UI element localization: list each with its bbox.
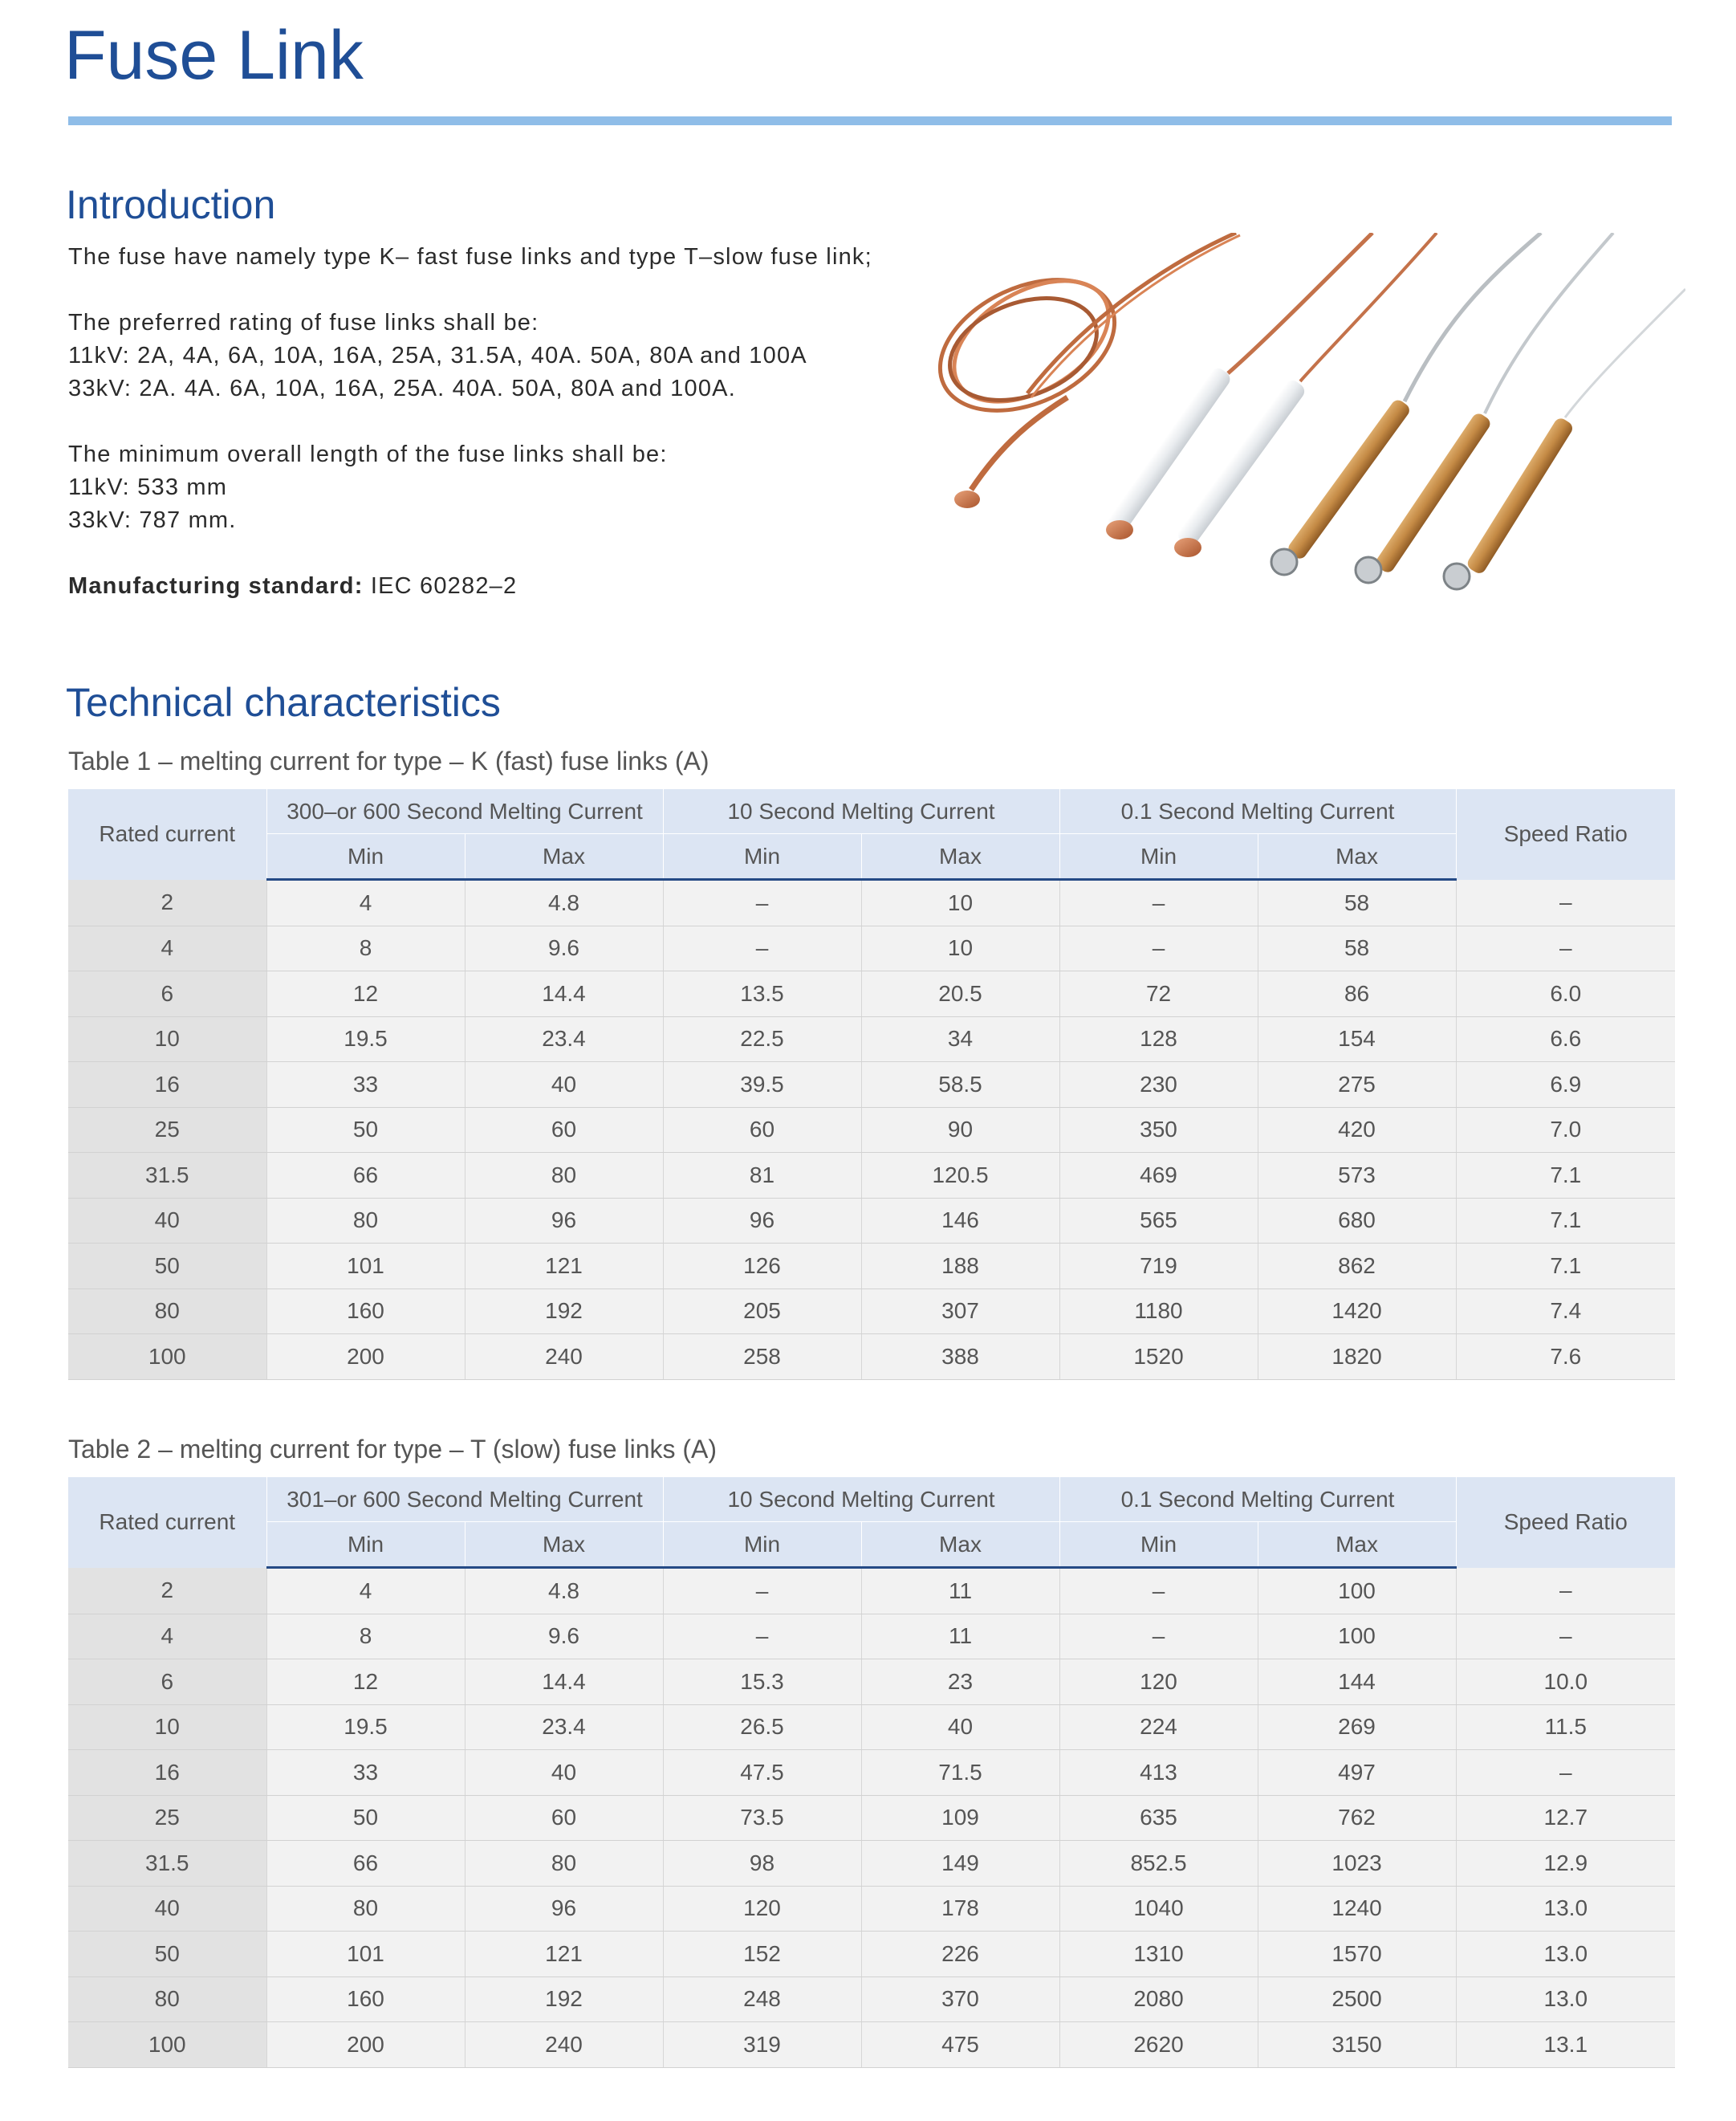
header-group-10s: 10 Second Melting Current [663,789,1059,834]
table-row [68,1795,1675,1841]
table-cell: – [1059,926,1258,971]
copper-coil [923,233,1240,490]
header-min: Min [266,1522,465,1568]
table-cell: 10 [861,926,1059,971]
table-cell: 101 [266,1932,465,1977]
header-max: Max [465,834,663,880]
table-cell: – [1456,1750,1675,1796]
table-cell: 12.9 [1456,1841,1675,1887]
table-cell: 7.0 [1456,1107,1675,1153]
table-cell: 240 [465,2022,663,2068]
table-cell: 1820 [1258,1334,1456,1380]
table-cell: 80 [465,1841,663,1887]
header-group-long: 301–or 600 Second Melting Current [266,1477,663,1522]
table-cell: 80 [266,1886,465,1932]
table-cell: 73.5 [663,1795,861,1841]
table-cell: 2620 [1059,2022,1258,2068]
table-cell: 224 [1059,1704,1258,1750]
table-cell: 13.1 [1456,2022,1675,2068]
table-cell: 4 [266,880,465,926]
table-cell: 1180 [1059,1288,1258,1334]
table-cell: 160 [266,1976,465,2022]
table-cell: 19.5 [266,1016,465,1062]
table2 [68,1477,1675,2068]
table-cell: 4.8 [465,1568,663,1614]
table-cell: 120.5 [861,1153,1059,1199]
rated-current-cell: 16 [68,1750,266,1796]
table-cell: 226 [861,1932,1059,1977]
rated-current-cell: 4 [68,1614,266,1659]
table-cell: 248 [663,1976,861,2022]
table-cell: 192 [465,1976,663,2022]
table-cell: 6.9 [1456,1062,1675,1108]
table-cell: 96 [465,1886,663,1932]
table-row [68,1107,1675,1153]
table-cell: 635 [1059,1795,1258,1841]
table-cell: 50 [266,1107,465,1153]
rated-current-cell: 25 [68,1795,266,1841]
table2-caption: Table 2 – melting current for type – T (slow) fuse links (A) [68,1435,718,1464]
table-cell: 420 [1258,1107,1456,1153]
rated-current-cell: 31.5 [68,1841,266,1887]
table-cell: 13.0 [1456,1886,1675,1932]
table-cell: 80 [465,1153,663,1199]
table-cell: 13.0 [1456,1976,1675,2022]
intro-line: The minimum overall length of the fuse links shall be: [68,442,668,467]
table-cell: 240 [465,1334,663,1380]
table-cell: 58.5 [861,1062,1059,1108]
page-title: Fuse Link [64,17,364,94]
table-cell: – [663,1614,861,1659]
table-cell: 475 [861,2022,1059,2068]
table-cell: 1420 [1258,1288,1456,1334]
table-cell: 100 [1258,1614,1456,1659]
title-divider [68,116,1672,125]
table-cell: 1240 [1258,1886,1456,1932]
table-row [68,1614,1675,1659]
table-row [68,1659,1675,1705]
table-cell: 33 [266,1750,465,1796]
table-cell: 160 [266,1288,465,1334]
table-cell: 862 [1258,1244,1456,1289]
rated-current-cell: 10 [68,1016,266,1062]
rated-current-cell: 31.5 [68,1153,266,1199]
table-cell: 6.0 [1456,971,1675,1017]
table-cell: 8 [266,1614,465,1659]
header-min: Min [663,834,861,880]
table-cell: 11 [861,1568,1059,1614]
table-cell: 126 [663,1244,861,1289]
header-max: Max [861,1522,1059,1568]
table-cell: 388 [861,1334,1059,1380]
header-max: Max [861,834,1059,880]
table-cell: 269 [1258,1704,1456,1750]
table-cell: 1310 [1059,1932,1258,1977]
table-row [68,1334,1675,1380]
table-cell: – [663,1568,861,1614]
table-cell: 13.0 [1456,1932,1675,1977]
header-rated-current: Rated current [68,1477,266,1568]
standard-label: Manufacturing standard: [68,573,364,599]
rated-current-cell: 2 [68,1568,266,1614]
table-row [68,1062,1675,1108]
rated-current-cell: 100 [68,2022,266,2068]
rated-current-cell: 40 [68,1886,266,1932]
table-cell: 275 [1258,1062,1456,1108]
table-cell: 39.5 [663,1062,861,1108]
table-cell: 66 [266,1153,465,1199]
table-cell: 23.4 [465,1704,663,1750]
table-cell: 350 [1059,1107,1258,1153]
table-cell: – [1456,1568,1675,1614]
header-group-0-1s: 0.1 Second Melting Current [1059,1477,1456,1522]
tech-heading: Technical characteristics [66,680,501,725]
header-min: Min [663,1522,861,1568]
table-cell: 58 [1258,926,1456,971]
table-cell: 19.5 [266,1704,465,1750]
header-speed-ratio: Speed Ratio [1456,789,1675,880]
table-row [68,1568,1675,1614]
table-cell: 7.1 [1456,1198,1675,1244]
table-cell: 26.5 [663,1704,861,1750]
table-row [68,1198,1675,1244]
table-cell: – [1059,1614,1258,1659]
intro-line: 11kV: 2A, 4A, 6A, 10A, 16A, 25A, 31.5A, 40A. 50A, 80A and 100A [68,343,807,368]
table-cell: 34 [861,1016,1059,1062]
table-cell: 14.4 [465,1659,663,1705]
table-cell: 497 [1258,1750,1456,1796]
table-cell: 40 [861,1704,1059,1750]
table-cell: – [1059,880,1258,926]
table-cell: 15.3 [663,1659,861,1705]
table-cell: 1520 [1059,1334,1258,1380]
table-cell: 10.0 [1456,1659,1675,1705]
table-cell: 50 [266,1795,465,1841]
table-cell: 11 [861,1614,1059,1659]
table-cell: 178 [861,1886,1059,1932]
table-cell: 71.5 [861,1750,1059,1796]
table1-caption: Table 1 – melting current for type – K (fast) fuse links (A) [68,747,709,776]
table-cell: 413 [1059,1750,1258,1796]
table-cell: 98 [663,1841,861,1887]
rated-current-cell: 6 [68,971,266,1017]
table-cell: 7.1 [1456,1153,1675,1199]
table-cell: 33 [266,1062,465,1108]
table-cell: 90 [861,1107,1059,1153]
table-cell: 40 [465,1750,663,1796]
table-cell: 121 [465,1932,663,1977]
table-cell: 2080 [1059,1976,1258,2022]
table-cell: 100 [1258,1568,1456,1614]
rated-current-cell: 10 [68,1704,266,1750]
table-cell: 469 [1059,1153,1258,1199]
table-cell: 80 [266,1198,465,1244]
table-cell: 319 [663,2022,861,2068]
table-cell: 146 [861,1198,1059,1244]
table-cell: 23 [861,1659,1059,1705]
table-cell: 149 [861,1841,1059,1887]
rated-current-cell: 100 [68,1334,266,1380]
table-row [68,1704,1675,1750]
table-cell: 128 [1059,1016,1258,1062]
header-min: Min [1059,1522,1258,1568]
table-cell: 86 [1258,971,1456,1017]
table-cell: 205 [663,1288,861,1334]
table-cell: 9.6 [465,1614,663,1659]
table-cell: 47.5 [663,1750,861,1796]
table-row [68,1976,1675,2022]
table-row [68,1886,1675,1932]
table-cell: – [1456,1614,1675,1659]
intro-line: 11kV: 533 mm [68,474,228,500]
table-cell: 8 [266,926,465,971]
header-max: Max [1258,834,1456,880]
rated-current-cell: 40 [68,1198,266,1244]
table-cell: 719 [1059,1244,1258,1289]
table-cell: 4.8 [465,880,663,926]
table-cell: 852.5 [1059,1841,1258,1887]
table-cell: 12.7 [1456,1795,1675,1841]
table-cell: 680 [1258,1198,1456,1244]
table-cell: 188 [861,1244,1059,1289]
table-cell: 200 [266,1334,465,1380]
rated-current-cell: 2 [68,880,266,926]
manufacturing-standard [68,570,935,603]
table-row [68,1016,1675,1062]
table-cell: 573 [1258,1153,1456,1199]
table-cell: 23.4 [465,1016,663,1062]
table-row [68,971,1675,1017]
header-group-0-1s: 0.1 Second Melting Current [1059,789,1456,834]
table-cell: 4 [266,1568,465,1614]
fuse-links-photo [923,233,1685,618]
table-cell: 109 [861,1795,1059,1841]
standard-value: IEC 60282–2 [363,573,518,599]
table-cell: 7.1 [1456,1244,1675,1289]
rated-current-cell: 4 [68,926,266,971]
table-cell: 60 [465,1795,663,1841]
table1 [68,789,1675,1380]
table-cell: 121 [465,1244,663,1289]
header-speed-ratio: Speed Ratio [1456,1477,1675,1568]
intro-text [68,241,935,603]
table-cell: – [663,880,861,926]
intro-line: 33kV: 2A. 4A. 6A, 10A, 16A, 25A. 40A. 50A, 80A and 100A. [68,376,736,401]
table-cell: 12 [266,1659,465,1705]
table-cell: 58 [1258,880,1456,926]
table-cell: 101 [266,1244,465,1289]
table-cell: 11.5 [1456,1704,1675,1750]
table-cell: 72 [1059,971,1258,1017]
table-cell: 20.5 [861,971,1059,1017]
table-row [68,1750,1675,1796]
table-cell: 12 [266,971,465,1017]
intro-heading: Introduction [66,182,276,227]
table-row [68,1153,1675,1199]
table-cell: 192 [465,1288,663,1334]
table-cell: – [1456,926,1675,971]
rated-current-cell: 80 [68,1288,266,1334]
header-max: Max [1258,1522,1456,1568]
table-cell: 96 [663,1198,861,1244]
rated-current-cell: 25 [68,1107,266,1153]
table-cell: 1570 [1258,1932,1456,1977]
table-cell: 200 [266,2022,465,2068]
table-row [68,2022,1675,2068]
table-cell: 81 [663,1153,861,1199]
table-cell: – [1456,880,1675,926]
rated-current-cell: 50 [68,1932,266,1977]
table-cell: 6.6 [1456,1016,1675,1062]
table-row [68,1244,1675,1289]
table-cell: – [1059,1568,1258,1614]
table-cell: 2500 [1258,1976,1456,2022]
intro-line: The preferred rating of fuse links shall be: [68,310,539,336]
table-cell: 152 [663,1932,861,1977]
table-row [68,1841,1675,1887]
rated-current-cell: 80 [68,1976,266,2022]
header-group-long: 300–or 600 Second Melting Current [266,789,663,834]
table-cell: 22.5 [663,1016,861,1062]
table-cell: 230 [1059,1062,1258,1108]
table-cell: 120 [1059,1659,1258,1705]
table-cell: 144 [1258,1659,1456,1705]
header-max: Max [465,1522,663,1568]
intro-line: The fuse have namely type K– fast fuse links and type T–slow fuse link; [68,244,872,270]
table-cell: 3150 [1258,2022,1456,2068]
table-cell: 7.4 [1456,1288,1675,1334]
table-cell: 14.4 [465,971,663,1017]
table-cell: 60 [465,1107,663,1153]
header-min: Min [266,834,465,880]
table-cell: 307 [861,1288,1059,1334]
header-min: Min [1059,834,1258,880]
table-cell: 1023 [1258,1841,1456,1887]
table-cell: 258 [663,1334,861,1380]
table-cell: 154 [1258,1016,1456,1062]
table-cell: 9.6 [465,926,663,971]
header-rated-current: Rated current [68,789,266,880]
table-cell: – [663,926,861,971]
table-row [68,1932,1675,1977]
table-cell: 1040 [1059,1886,1258,1932]
header-group-10s: 10 Second Melting Current [663,1477,1059,1522]
table-cell: 762 [1258,1795,1456,1841]
table-cell: 60 [663,1107,861,1153]
table-cell: 10 [861,880,1059,926]
table-cell: 7.6 [1456,1334,1675,1380]
rated-current-cell: 16 [68,1062,266,1108]
table-cell: 40 [465,1062,663,1108]
rated-current-cell: 6 [68,1659,266,1705]
table-cell: 66 [266,1841,465,1887]
table-cell: 370 [861,1976,1059,2022]
table-cell: 120 [663,1886,861,1932]
intro-line: 33kV: 787 mm. [68,507,237,533]
table-cell: 565 [1059,1198,1258,1244]
table-cell: 13.5 [663,971,861,1017]
table-cell: 96 [465,1198,663,1244]
rated-current-cell: 50 [68,1244,266,1289]
table-row [68,926,1675,971]
table-row [68,880,1675,926]
table-row [68,1288,1675,1334]
